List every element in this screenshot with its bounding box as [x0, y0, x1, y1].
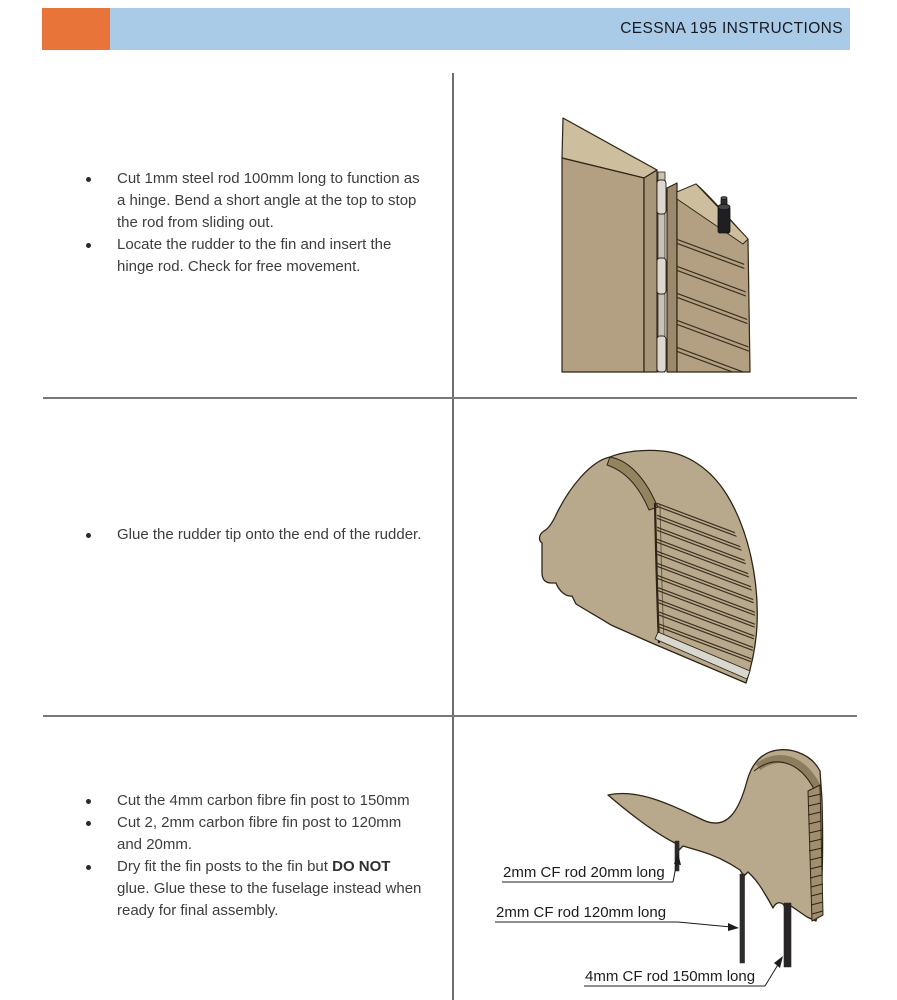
- rudder-tip-diagram: [503, 443, 793, 693]
- do-not-emphasis: DO NOT: [332, 858, 391, 875]
- fin-rudder-hinge-diagram: [540, 108, 755, 373]
- orange-accent-block: [42, 8, 110, 50]
- bullet-text-pre: Dry fit the fin posts to the fin but: [117, 858, 333, 875]
- column-divider-line: [452, 73, 454, 1000]
- fin-body: [608, 750, 823, 921]
- bullet-text-post: glue. Glue these to the fuselage instead when ready for final assembly.: [117, 880, 422, 919]
- annotation-label: 4mm CF rod 150mm long: [585, 968, 756, 985]
- hinge-knuckle: [657, 180, 666, 214]
- step-2-instructions: [80, 524, 435, 546]
- bullet-item: Cut 1mm steel rod 100mm long to function as a hinge. Bend a short angle at the top to stop the rod from sliding out.: [80, 168, 422, 234]
- hinge-knuckle: [657, 258, 666, 294]
- page-title: CESSNA 195 INSTRUCTIONS: [620, 20, 843, 37]
- row-divider-line-2: [43, 715, 857, 717]
- rudder-leading-edge-face: [667, 183, 677, 372]
- step-3-instructions: [80, 790, 435, 922]
- cf-rod-120mm: [740, 874, 745, 963]
- rudder-tip-body: [540, 450, 758, 683]
- annotation-rod-20mm: [502, 853, 681, 882]
- cf-rod-150mm: [784, 903, 791, 967]
- fin-edge-face: [644, 170, 657, 372]
- bullet-item: Glue the rudder tip onto the end of the rudder.: [80, 524, 422, 546]
- bullet-item: Locate the rudder to the fin and insert the hinge rod. Check for free movement.: [80, 234, 422, 278]
- fin-front-face: [562, 158, 644, 372]
- arrowhead: [728, 923, 739, 931]
- annotation-rod-120mm: [495, 904, 739, 931]
- hinge-knuckle: [657, 336, 666, 372]
- hinge-pin: [718, 197, 730, 233]
- fin-posts-diagram: [490, 725, 897, 1000]
- title-banner: [110, 8, 850, 50]
- bullet-item: [80, 856, 422, 922]
- annotation-label: 2mm CF rod 120mm long: [496, 904, 667, 921]
- annotation-label: 2mm CF rod 20mm long: [503, 864, 665, 881]
- annotation-rod-150mm: [584, 956, 783, 986]
- row-divider-line-1: [43, 397, 857, 399]
- bullet-item: Cut 2, 2mm carbon fibre fin post to 120mm and 20mm.: [80, 812, 422, 856]
- arrowhead: [774, 956, 783, 968]
- step-1-instructions: [80, 168, 435, 278]
- bullet-item: Cut the 4mm carbon fibre fin post to 150mm: [80, 790, 422, 812]
